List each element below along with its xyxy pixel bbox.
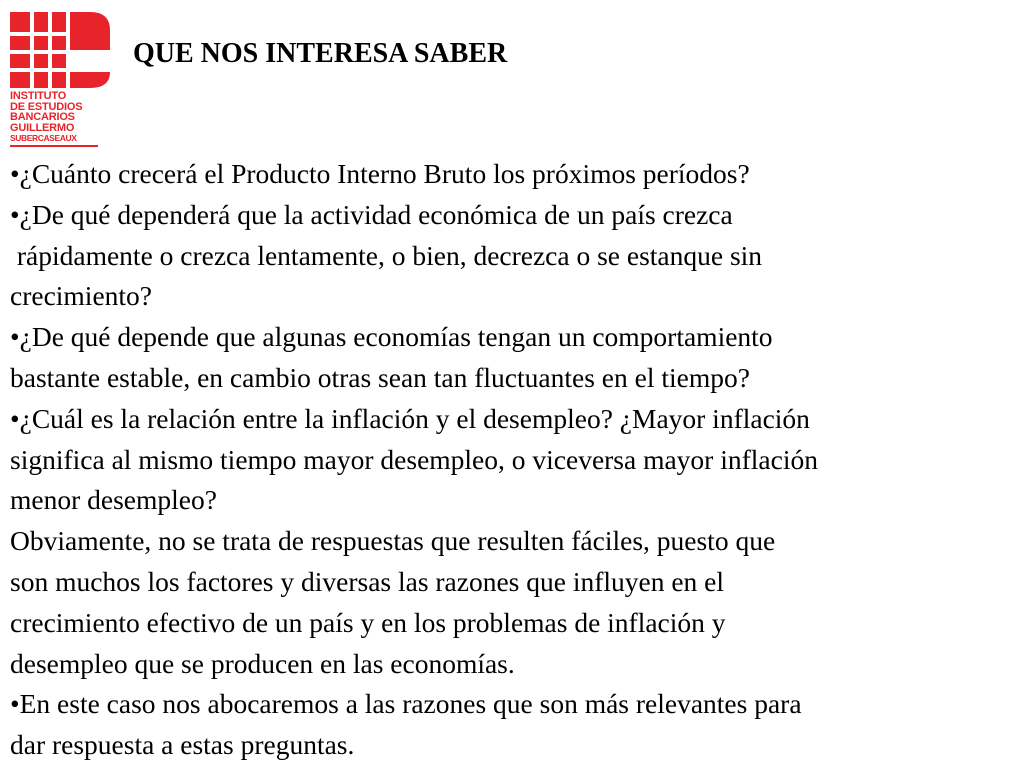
body-line: •¿De qué dependerá que la actividad económica de un país crezca xyxy=(10,198,733,230)
logo-line: BANCARIOS xyxy=(10,111,75,123)
body-line: son muchos los factores y diversas las razones que influyen en el xyxy=(10,565,725,597)
body-line: dar respuesta a estas preguntas. xyxy=(10,729,355,761)
logo-line: SUBERCASEAUX xyxy=(10,133,77,143)
slide-body xyxy=(10,154,1020,766)
body-line: desempleo que se producen en las economías. xyxy=(10,647,515,679)
logo-underline xyxy=(10,145,98,147)
body-line: •¿Cuánto crecerá el Producto Interno Bruto los próximos períodos? xyxy=(10,158,750,189)
body-line: crecimiento? xyxy=(10,280,152,312)
body-line: crecimiento efectivo de un país y en los problemas de inflación y xyxy=(10,606,726,638)
slide-title: QUE NOS INTERESA SABER xyxy=(133,38,508,69)
body-line: •¿Cuál es la relación entre la inflación y el desempleo? ¿Mayor inflación xyxy=(10,402,810,434)
body-line: Obviamente, no se trata de respuestas que resulten fáciles, puesto que xyxy=(10,525,776,557)
institute-logo xyxy=(10,12,110,147)
logo-line: DE ESTUDIOS xyxy=(10,100,83,113)
body-line: •¿De qué depende que algunas economías tengan un comportamiento xyxy=(10,321,773,353)
body-line: menor desempleo? xyxy=(10,484,217,516)
body-line: rápidamente o crezca lentamente, o bien, decrezca o se estanque sin xyxy=(10,239,763,271)
logo-wordmark xyxy=(10,91,110,147)
body-line: •En este caso nos abocaremos a las razones que son más relevantes para xyxy=(10,688,802,720)
body-line: significa al mismo tiempo mayor desempleo, o viceversa mayor inflación xyxy=(10,443,818,475)
body-line: bastante estable, en cambio otras sean tan fluctuantes en el tiempo? xyxy=(10,361,750,393)
logo-line: INSTITUTO xyxy=(10,90,67,102)
logo-line: GUILLERMO xyxy=(10,121,75,134)
ib-logo-mark-icon xyxy=(10,12,110,88)
